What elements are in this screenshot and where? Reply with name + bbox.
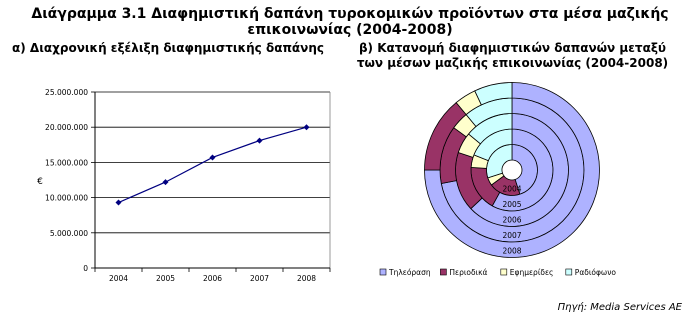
- y-tick-label: 10.000.000: [45, 193, 88, 203]
- line-chart-title: α) Διαχρονική εξέλιξη διαφημιστικής δαπάνης: [12, 41, 325, 55]
- data-point: [116, 200, 122, 206]
- x-tick-label: 2007: [249, 274, 270, 283]
- y-tick-label: 15.000.000: [45, 158, 88, 168]
- series-line: [119, 127, 307, 202]
- source-note: Πηγή: Media Services AE: [557, 302, 682, 313]
- legend-entry: Περιοδικά: [449, 268, 488, 277]
- y-tick-label: 5.000.000: [49, 228, 88, 238]
- x-tick-label: 2006: [202, 274, 223, 283]
- legend-swatch: [566, 269, 572, 275]
- ring-label: 2005: [502, 199, 522, 209]
- ring-label: 2007: [502, 230, 522, 240]
- legend-swatch: [501, 269, 507, 275]
- ring-label: 2008: [502, 246, 522, 256]
- ring-label: 2004: [502, 184, 522, 194]
- x-tick-label: 2008: [296, 274, 317, 283]
- legend-swatch: [440, 269, 446, 275]
- data-point: [210, 154, 216, 160]
- data-point: [163, 179, 169, 185]
- y-axis-label: €: [37, 177, 43, 187]
- data-point: [304, 124, 310, 130]
- ring-label: 2006: [502, 215, 522, 225]
- y-tick-label: 0: [83, 264, 88, 273]
- doughnut-chart: [350, 0, 700, 300]
- x-tick-label: 2004: [108, 274, 129, 283]
- legend-entry: Τηλεόραση: [389, 268, 431, 277]
- y-tick-label: 25.000.000: [45, 88, 88, 97]
- x-tick-label: 2005: [155, 274, 176, 283]
- y-tick-label: 20.000.000: [45, 123, 88, 133]
- data-point: [257, 138, 263, 144]
- doughnut-chart-title: β) Κατανομή διαφημιστικών δαπανών μεταξύ των μέσων μαζικής επικοινωνίας (2004-2008): [356, 41, 669, 70]
- legend-entry: Ραδιόφωνο: [574, 268, 617, 277]
- legend-entry: Εφημερίδες: [509, 268, 554, 277]
- legend-swatch: [380, 269, 386, 275]
- figure-title: Διάγραμμα 3.1 Διαφημιστική δαπάνη τυροκομικών προϊόντων στα μέσα μαζικής επικοινωνίας (2004-2008): [31, 6, 669, 38]
- line-chart: [0, 0, 350, 300]
